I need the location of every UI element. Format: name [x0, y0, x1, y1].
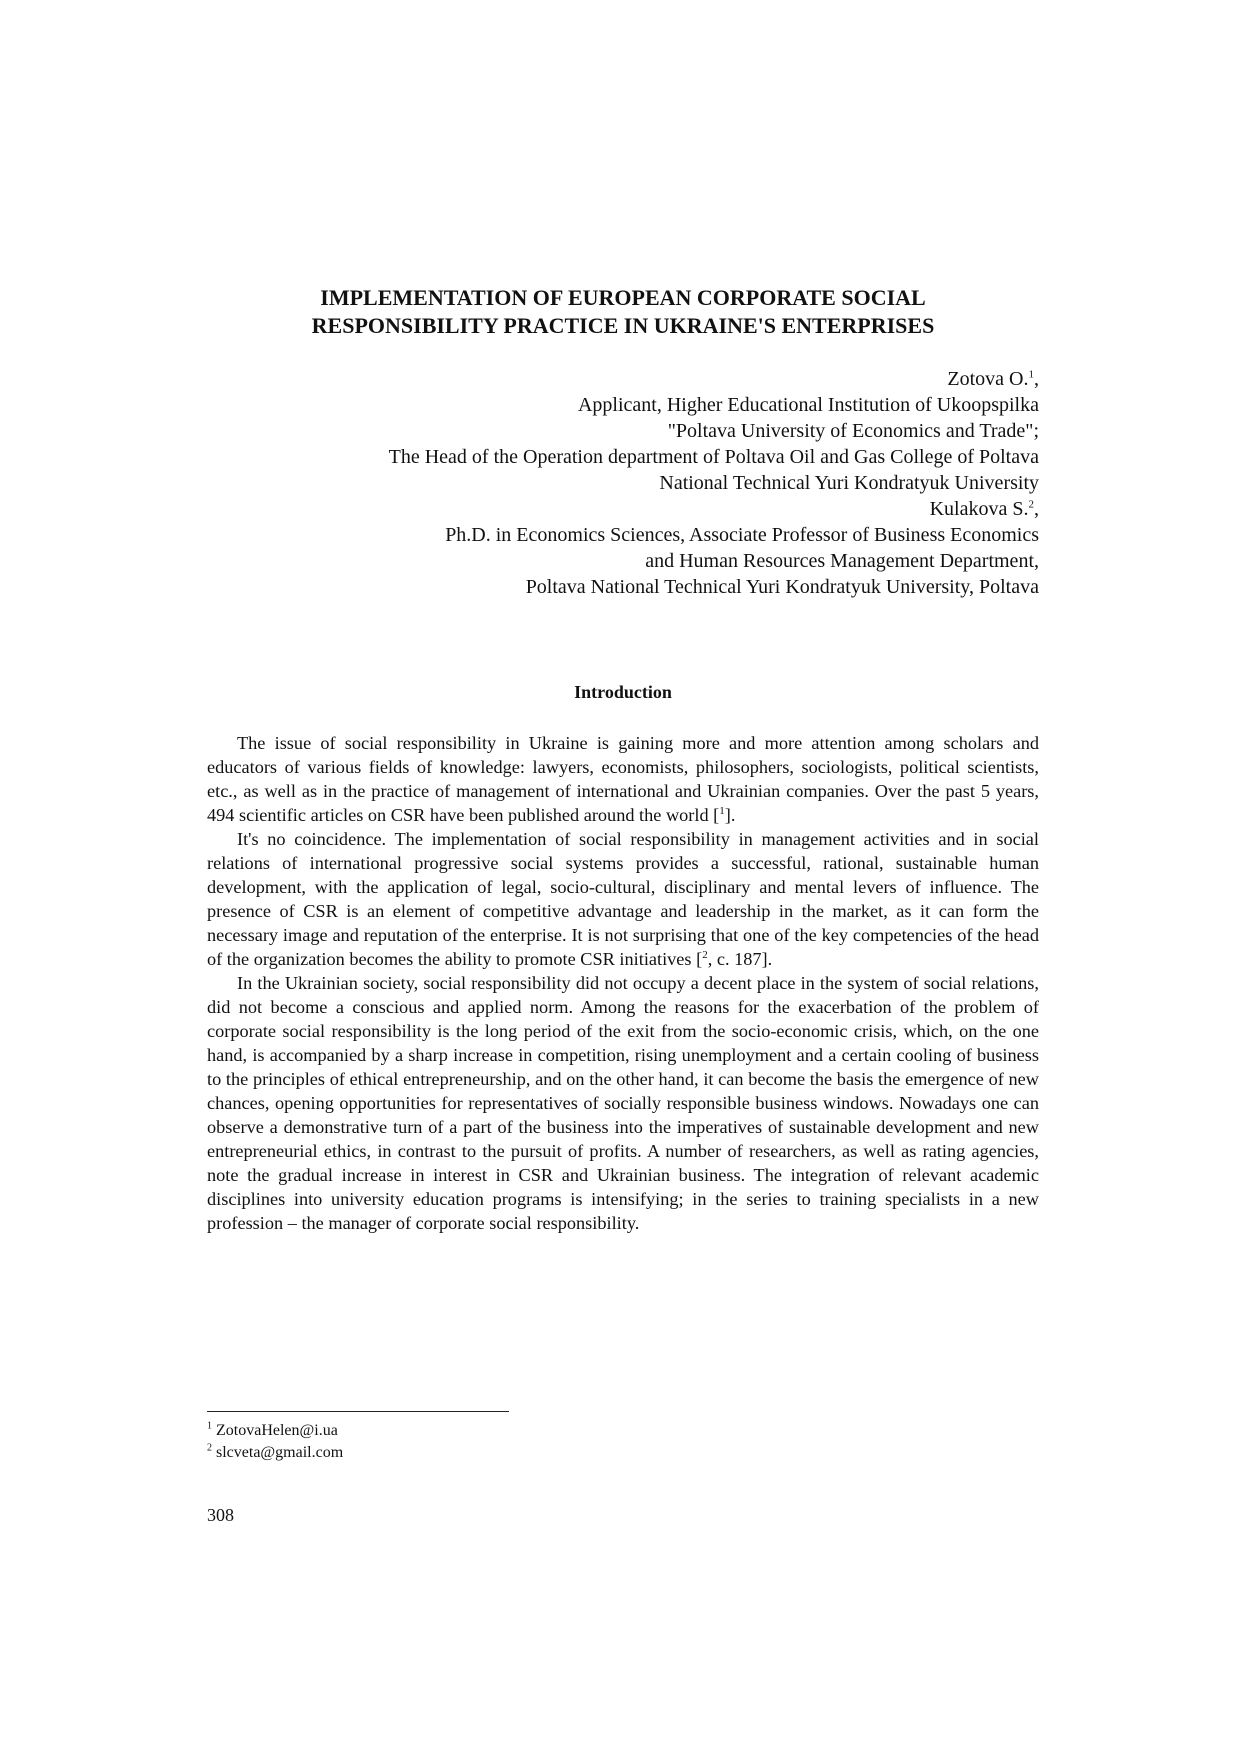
body-text — [207, 731, 1039, 1235]
author-1-affiliation-line: National Technical Yuri Kondratyuk University — [659, 472, 1039, 494]
footnotes — [207, 1420, 807, 1464]
author-1-affiliation-line: Applicant, Higher Educational Institution of Ukoopspilka — [577, 394, 1039, 416]
paragraph-2-text: It's no coincidence. The implementation of social responsibility in management activities and in social relations of international progressive social systems provides a successful, rational, sustainable human development, with the application of legal, socio-cultural, disciplinary and mental levers of influence. The presence of CSR is an element of competitive advantage and leadership in the market, as it can form the necessary image and reputation of the enterprise. It is not surprising that one of the key competencies of the head of the organization becomes the ability to promote CSR initiatives [ — [207, 829, 1039, 969]
author-1-name-suffix: , — [1034, 368, 1039, 390]
author-1-footnote-mark: 1 — [1028, 368, 1034, 381]
author-2-name: Kulakova S. — [929, 498, 1029, 520]
author-2-footnote-mark: 2 — [1028, 498, 1034, 511]
author-1-name-line — [207, 366, 1039, 392]
article-title — [207, 284, 1039, 340]
paragraph-1 — [207, 731, 1039, 827]
author-2-name-suffix: , — [1034, 498, 1039, 520]
citation-ref-2: 2 — [702, 948, 708, 961]
author-1-name: Zotova O. — [947, 368, 1029, 390]
citation-ref-1: 1 — [719, 804, 725, 817]
paragraph-2-text-end: , c. 187]. — [707, 949, 773, 969]
article-title-line-1: IMPLEMENTATION OF EUROPEAN CORPORATE SOCIAL — [320, 285, 926, 310]
paragraph-3: In the Ukrainian society, social responsibility did not occupy a decent place in the system of social relations, did not become a conscious and applied norm. Among the reasons for the exacerbation of the problem of corporate social responsibility is the long period of the exit from the socio-economic crisis, which, on the one hand, is accompanied by a sharp increase in competition, rising unemployment and a certain cooling of business to the principles of ethical entrepreneurship, and on the other hand, it can become the basis the emergence of new chances, opening opportunities for representatives of socially responsible business windows. Nowadays one can observe a demonstrative turn of a part of the business into the imperatives of sustainable development and new entrepreneurial ethics, in contrast to the pursuit of profits. A number of researchers, as well as rating agencies, note the gradual increase in interest in CSR and Ukrainian business. The integration of relevant academic disciplines into university education programs is intensifying; in the series to training specialists in a new profession – the manager of corporate social responsibility. — [207, 973, 1039, 1233]
author-2-affiliation-line: Poltava National Technical Yuri Kondratyuk University, Poltava — [525, 576, 1039, 598]
author-2-affiliation-line: and Human Resources Management Department, — [645, 550, 1039, 572]
author-1-affiliation-line: "Poltava University of Economics and Trade"; — [667, 420, 1039, 442]
footnote-separator — [207, 1411, 509, 1412]
author-block — [207, 366, 1039, 600]
author-2-affiliation-line: Ph.D. in Economics Sciences, Associate Professor of Business Economics — [445, 524, 1039, 546]
footnote-2-email: slcveta@gmail.com — [216, 1444, 344, 1461]
paragraph-1-text-end: ]. — [724, 805, 736, 825]
author-1-affiliation-line: The Head of the Operation department of Poltava Oil and Gas College of Poltava — [388, 446, 1039, 468]
author-2-name-line — [207, 496, 1039, 522]
paragraph-1-text: The issue of social responsibility in Ukraine is gaining more and more attention among scholars and educators of various fields of knowledge: lawyers, economists, philosophers, sociologists, political scientists, etc., as well as in the practice of management of international and Ukrainian companies. Over the past 5 years, 494 scientific articles on CSR have been published around the world [ — [207, 733, 1039, 825]
section-heading-introduction: Introduction — [574, 682, 672, 702]
paragraph-2 — [207, 827, 1039, 971]
footnote-1-mark: 1 — [207, 1420, 212, 1432]
footnote-2 — [207, 1442, 807, 1464]
footnote-1-email: ZotovaHelen@i.ua — [216, 1422, 338, 1439]
page-number: 308 — [207, 1505, 234, 1525]
article-title-line-2: RESPONSIBILITY PRACTICE IN UKRAINE'S ENTERPRISES — [311, 313, 935, 338]
footnote-2-mark: 2 — [207, 1442, 212, 1454]
footnote-1 — [207, 1420, 807, 1442]
